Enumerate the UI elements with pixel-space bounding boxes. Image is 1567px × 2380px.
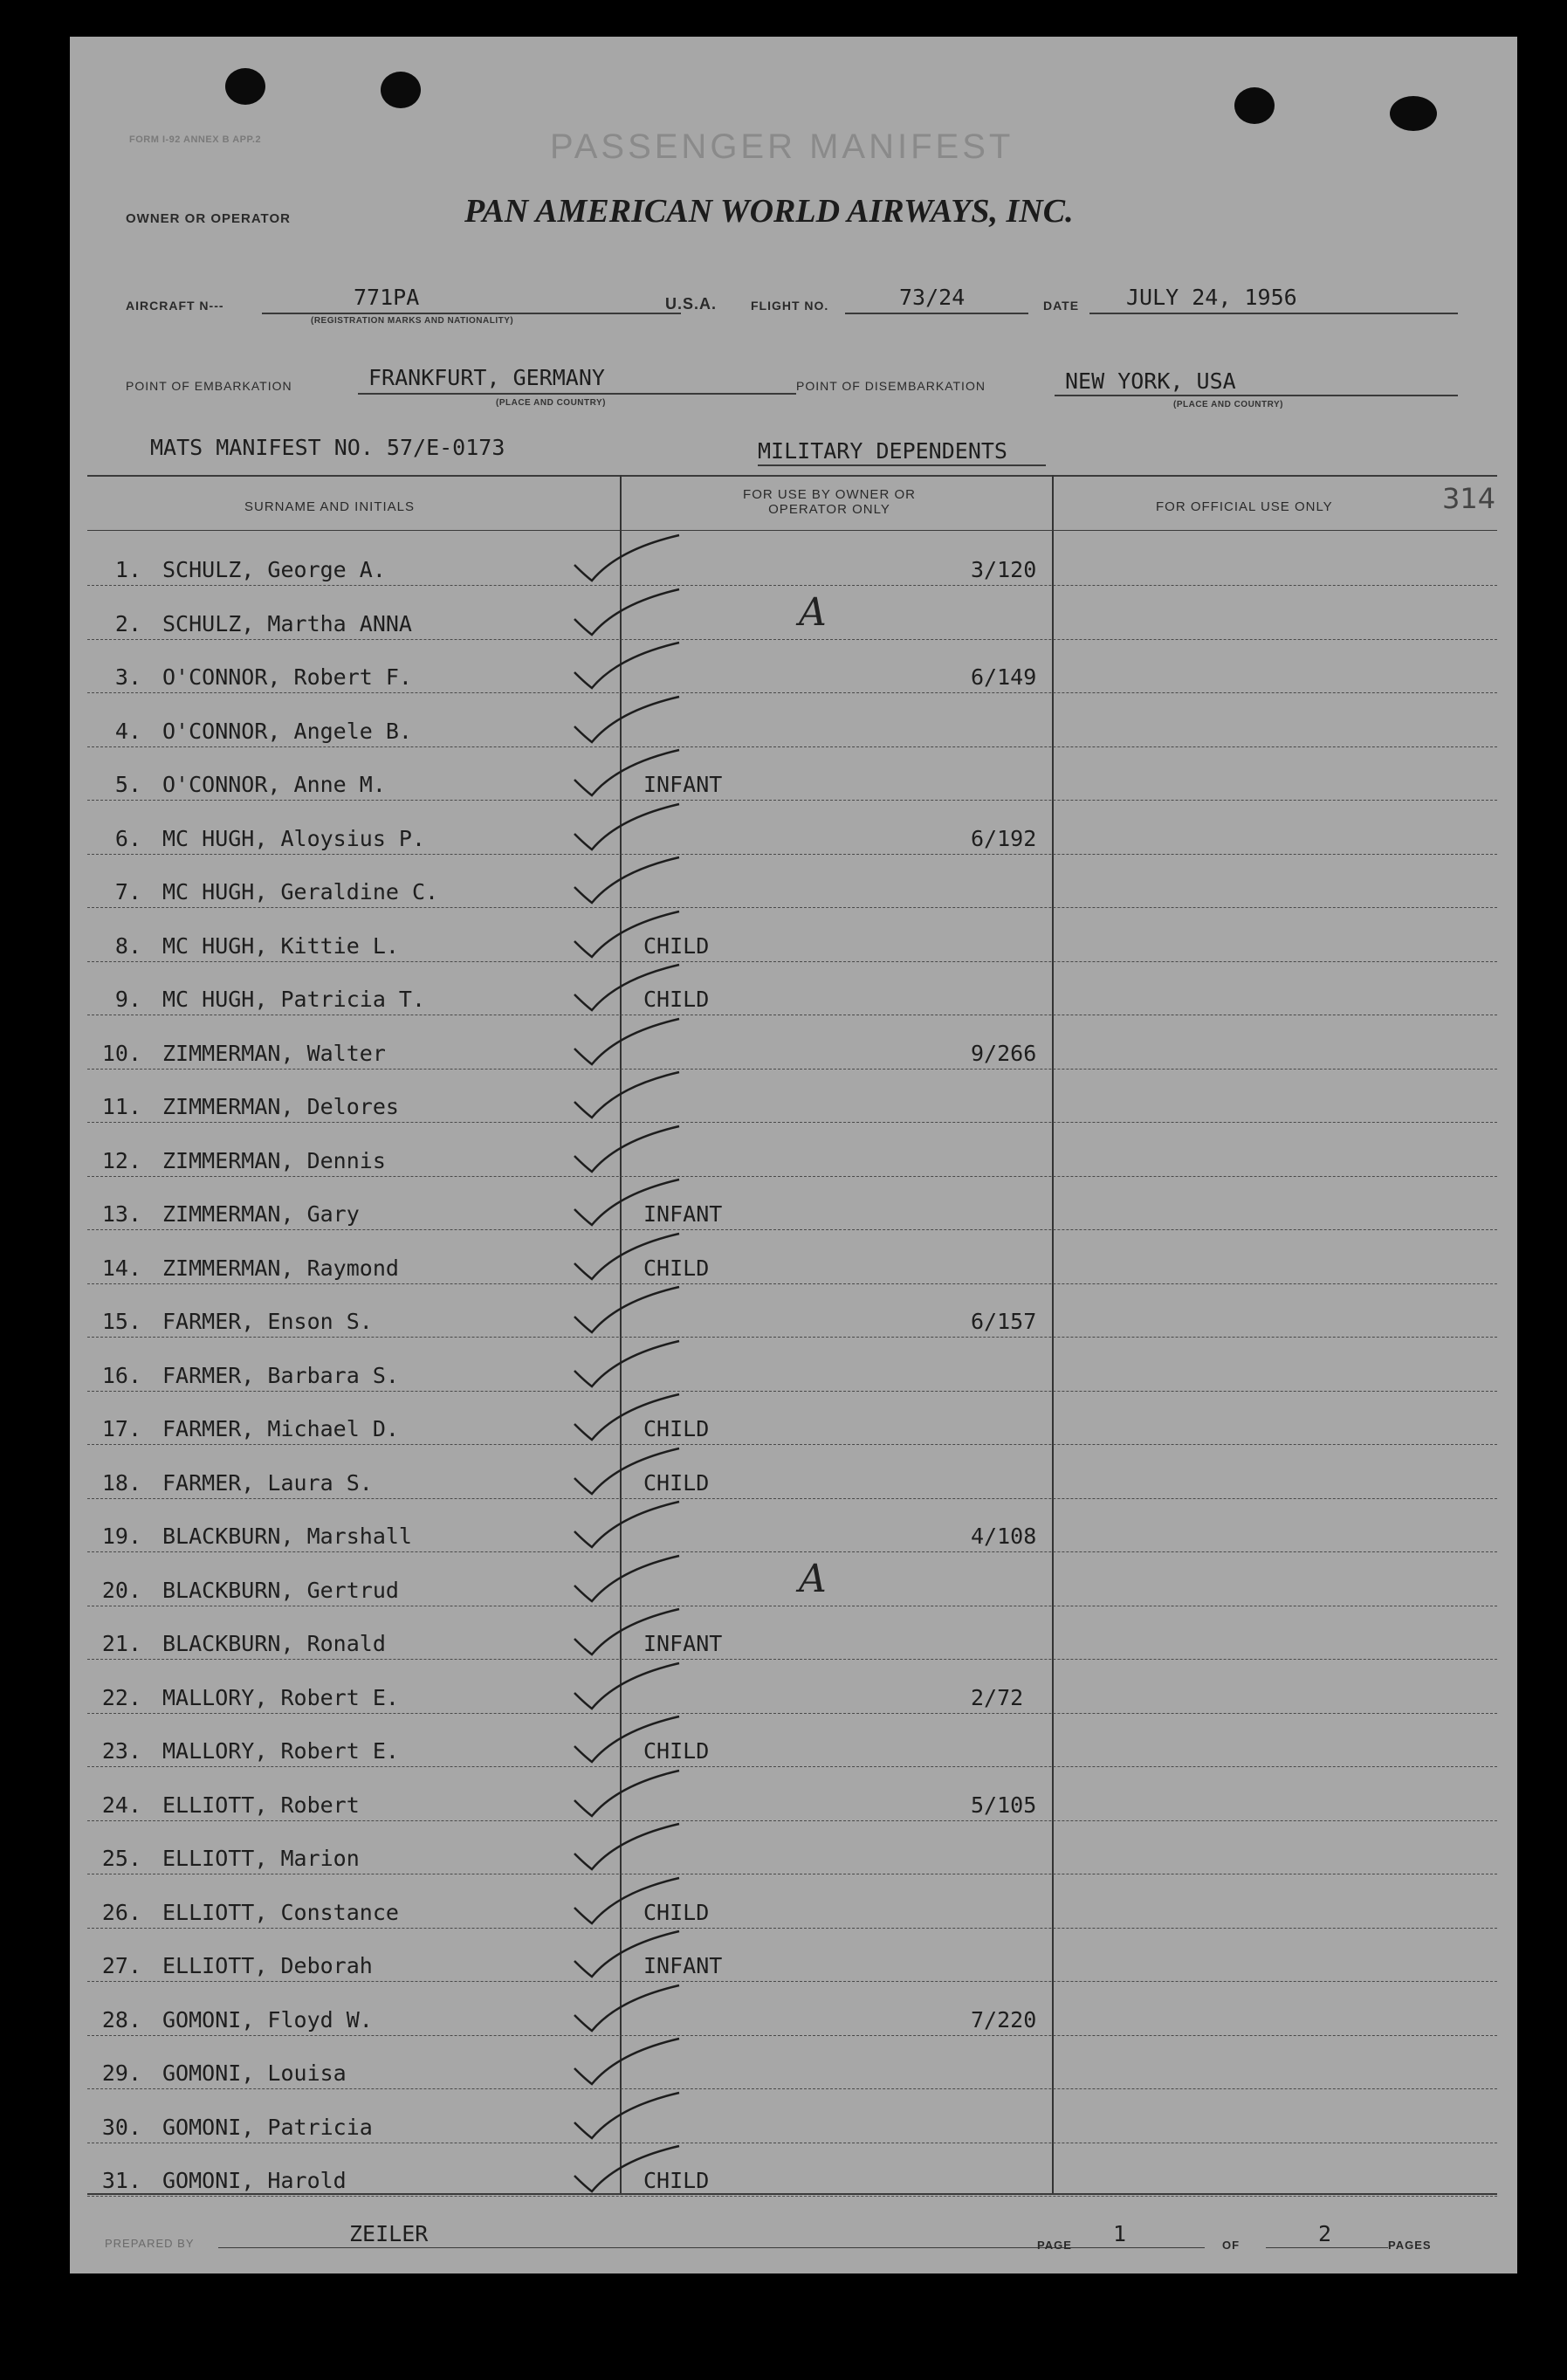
embark-label: POINT OF EMBARKATION bbox=[126, 379, 292, 393]
passenger-name: ZIMMERMAN, Walter bbox=[162, 1040, 386, 1066]
table-row bbox=[87, 2036, 1497, 2089]
check-mark-icon bbox=[566, 693, 688, 747]
column-header-official-use: FOR OFFICIAL USE ONLY bbox=[1156, 499, 1333, 514]
check-mark-icon bbox=[566, 1660, 688, 1714]
passenger-reference: 7/220 bbox=[971, 2006, 1037, 2033]
row-number: 8. bbox=[114, 932, 141, 959]
passenger-category: CHILD bbox=[643, 2168, 710, 2193]
row-number: 25. bbox=[101, 1846, 141, 1871]
prepared-by-value: ZEILER bbox=[349, 2221, 429, 2246]
row-number: 22. bbox=[101, 1684, 141, 1710]
check-mark-icon bbox=[566, 1230, 688, 1284]
check-mark-icon bbox=[566, 801, 688, 855]
table-row bbox=[87, 1768, 1497, 1821]
row-number: 24. bbox=[101, 1792, 141, 1818]
row-number: 3. bbox=[114, 664, 141, 690]
check-mark-icon bbox=[566, 1498, 688, 1552]
flight-label: FLIGHT NO. bbox=[751, 299, 829, 313]
table-row bbox=[87, 1929, 1497, 1982]
row-number: 4. bbox=[114, 718, 141, 744]
place-caption: (PLACE AND COUNTRY) bbox=[1173, 400, 1283, 409]
punch-hole bbox=[1234, 87, 1275, 124]
check-mark-icon bbox=[566, 532, 688, 586]
row-number: 15. bbox=[101, 1309, 141, 1334]
page-reference: 314 bbox=[1442, 482, 1496, 515]
check-mark-icon bbox=[566, 1123, 688, 1177]
passenger-name: FARMER, Enson S. bbox=[162, 1309, 373, 1334]
row-number: 31. bbox=[101, 2168, 141, 2193]
passenger-category: INFANT bbox=[643, 1631, 723, 1656]
passenger-reference: 2/72 bbox=[971, 1684, 1024, 1710]
table-row bbox=[87, 1284, 1497, 1338]
check-mark-icon bbox=[566, 1015, 688, 1070]
passenger-name: MALLORY, Robert E. bbox=[162, 1738, 399, 1764]
passenger-name: ELLIOTT, Robert bbox=[162, 1792, 360, 1818]
passenger-name: MALLORY, Robert E. bbox=[162, 1684, 399, 1710]
passenger-category: INFANT bbox=[643, 1953, 723, 1978]
row-number: 16. bbox=[101, 1362, 141, 1388]
flight-value: 73/24 bbox=[899, 285, 966, 310]
date-label: DATE bbox=[1043, 299, 1080, 313]
row-number: 9. bbox=[114, 987, 141, 1012]
passenger-category: CHILD bbox=[643, 1738, 710, 1764]
check-mark-icon bbox=[566, 1069, 688, 1123]
place-caption: (PLACE AND COUNTRY) bbox=[496, 398, 606, 408]
passenger-name: GOMONI, Louisa bbox=[162, 2060, 347, 2086]
table-row bbox=[87, 1983, 1497, 2036]
row-number: 29. bbox=[101, 2060, 141, 2086]
check-mark-icon bbox=[566, 1874, 688, 1929]
handwritten-mark: A bbox=[799, 1556, 827, 1601]
column-header-owner-use: FOR USE BY OWNER OR OPERATOR ONLY bbox=[743, 487, 916, 517]
manifest-category: MILITARY DEPENDENTS bbox=[758, 438, 1007, 464]
column-header-surname: SURNAME AND INITIALS bbox=[244, 499, 416, 514]
registration-caption: (REGISTRATION MARKS AND NATIONALITY) bbox=[311, 316, 514, 326]
row-number: 14. bbox=[101, 1255, 141, 1281]
row-number: 30. bbox=[101, 2114, 141, 2140]
carrier-name: PAN AMERICAN WORLD AIRWAYS, INC. bbox=[464, 193, 1074, 230]
row-number: 28. bbox=[101, 2006, 141, 2033]
check-mark-icon bbox=[566, 1982, 688, 2036]
row-number: 13. bbox=[101, 1201, 141, 1227]
passenger-name: MC HUGH, Kittie L. bbox=[162, 932, 399, 959]
form-number: FORM I-92 ANNEX B APP.2 bbox=[129, 134, 262, 145]
row-number: 26. bbox=[101, 1899, 141, 1925]
passenger-name: MC HUGH, Aloysius P. bbox=[162, 825, 426, 851]
passenger-name: O'CONNOR, Angele B. bbox=[162, 718, 412, 744]
row-number: 20. bbox=[101, 1577, 141, 1603]
row-number: 7. bbox=[114, 879, 141, 905]
check-mark-icon bbox=[566, 1820, 688, 1874]
handwritten-mark: A bbox=[799, 589, 827, 635]
check-mark-icon bbox=[566, 639, 688, 693]
passenger-category: CHILD bbox=[643, 987, 710, 1012]
passenger-name: ELLIOTT, Constance bbox=[162, 1899, 399, 1925]
check-mark-icon bbox=[566, 1552, 688, 1606]
passenger-name: BLACKBURN, Ronald bbox=[162, 1631, 386, 1656]
table-row bbox=[87, 1446, 1497, 1499]
passenger-category: INFANT bbox=[643, 772, 723, 797]
table-row bbox=[87, 1606, 1497, 1660]
passenger-reference: 9/266 bbox=[971, 1040, 1037, 1066]
check-mark-icon bbox=[566, 1713, 688, 1767]
passenger-name: GOMONI, Harold bbox=[162, 2168, 347, 2193]
aircraft-label: AIRCRAFT N--- bbox=[126, 299, 224, 313]
table-row bbox=[87, 1231, 1497, 1284]
row-number: 10. bbox=[101, 1040, 141, 1066]
passenger-name: MC HUGH, Patricia T. bbox=[162, 987, 426, 1012]
pages-label: PAGES bbox=[1388, 2239, 1432, 2252]
passenger-name: ZIMMERMAN, Raymond bbox=[162, 1255, 399, 1281]
check-mark-icon bbox=[566, 1391, 688, 1445]
check-mark-icon bbox=[566, 2035, 688, 2089]
passenger-name: ELLIOTT, Marion bbox=[162, 1846, 360, 1871]
table-row bbox=[87, 1177, 1497, 1230]
passenger-name: ZIMMERMAN, Dennis bbox=[162, 1147, 386, 1173]
date-value: JULY 24, 1956 bbox=[1126, 285, 1297, 310]
passenger-name: FARMER, Michael D. bbox=[162, 1416, 399, 1441]
owner-label: OWNER OR OPERATOR bbox=[126, 211, 291, 226]
table-row bbox=[87, 1499, 1497, 1552]
row-number: 12. bbox=[101, 1147, 141, 1173]
passenger-name: SCHULZ, Martha ANNA bbox=[162, 610, 412, 636]
embark-value: FRANKFURT, GERMANY bbox=[368, 365, 605, 390]
table-row bbox=[87, 1338, 1497, 1392]
table-row bbox=[87, 1661, 1497, 1714]
table-row bbox=[87, 1714, 1497, 1767]
row-number: 11. bbox=[101, 1094, 141, 1119]
passenger-name: GOMONI, Floyd W. bbox=[162, 2006, 373, 2033]
check-mark-icon bbox=[566, 1338, 688, 1392]
punch-hole bbox=[1390, 96, 1437, 131]
passenger-name: FARMER, Barbara S. bbox=[162, 1362, 399, 1388]
table-row bbox=[87, 1070, 1497, 1123]
row-number: 19. bbox=[101, 1524, 141, 1549]
passenger-reference: 4/108 bbox=[971, 1524, 1037, 1549]
table-row bbox=[87, 694, 1497, 747]
check-mark-icon bbox=[566, 1606, 688, 1660]
check-mark-icon bbox=[566, 746, 688, 801]
table-row bbox=[87, 533, 1497, 586]
check-mark-icon bbox=[566, 1445, 688, 1499]
row-number: 18. bbox=[101, 1469, 141, 1496]
passenger-reference: 3/120 bbox=[971, 557, 1037, 582]
passenger-category: INFANT bbox=[643, 1201, 723, 1227]
passenger-reference: 6/149 bbox=[971, 664, 1037, 690]
table-row bbox=[87, 801, 1497, 855]
passenger-name: SCHULZ, George A. bbox=[162, 557, 386, 582]
check-mark-icon bbox=[566, 586, 688, 640]
aircraft-value: 771PA bbox=[354, 285, 420, 310]
check-mark-icon bbox=[566, 1928, 688, 1982]
table-row bbox=[87, 909, 1497, 962]
check-mark-icon bbox=[566, 2143, 688, 2197]
passenger-name: O'CONNOR, Robert F. bbox=[162, 664, 412, 690]
row-number: 6. bbox=[114, 825, 141, 851]
check-mark-icon bbox=[566, 961, 688, 1015]
table-row bbox=[87, 855, 1497, 908]
row-number: 2. bbox=[114, 610, 141, 636]
table-row bbox=[87, 1821, 1497, 1874]
prepared-by-label: PREPARED BY bbox=[105, 2237, 195, 2250]
row-number: 1. bbox=[114, 557, 141, 582]
usa-label: U.S.A. bbox=[665, 295, 718, 313]
table-row bbox=[87, 2090, 1497, 2143]
passenger-name: ZIMMERMAN, Delores bbox=[162, 1094, 399, 1119]
check-mark-icon bbox=[566, 1283, 688, 1338]
punch-hole bbox=[381, 72, 421, 108]
page-number: 1 bbox=[1113, 2221, 1127, 2246]
table-row bbox=[87, 1392, 1497, 1445]
mats-manifest-number: MATS MANIFEST NO. 57/E-0173 bbox=[150, 435, 505, 460]
row-number: 27. bbox=[101, 1953, 141, 1978]
passenger-name: BLACKBURN, Gertrud bbox=[162, 1577, 399, 1603]
table-row bbox=[87, 640, 1497, 693]
passenger-category: CHILD bbox=[643, 1255, 710, 1281]
passenger-name: MC HUGH, Geraldine C. bbox=[162, 879, 439, 905]
row-number: 17. bbox=[101, 1416, 141, 1441]
disembark-label: POINT OF DISEMBARKATION bbox=[796, 379, 986, 393]
table-row bbox=[87, 587, 1497, 640]
passenger-category: CHILD bbox=[643, 1469, 710, 1496]
table-row bbox=[87, 1875, 1497, 1929]
table-row bbox=[87, 747, 1497, 801]
table-row bbox=[87, 1124, 1497, 1177]
passenger-category: CHILD bbox=[643, 1899, 710, 1925]
check-mark-icon bbox=[566, 1176, 688, 1230]
passenger-name: ZIMMERMAN, Gary bbox=[162, 1201, 360, 1227]
row-number: 23. bbox=[101, 1738, 141, 1764]
total-pages: 2 bbox=[1318, 2221, 1332, 2246]
check-mark-icon bbox=[566, 1767, 688, 1821]
passenger-name: ELLIOTT, Deborah bbox=[162, 1953, 373, 1978]
manifest-sheet bbox=[70, 37, 1517, 2273]
of-label: OF bbox=[1222, 2239, 1241, 2252]
passenger-name: O'CONNOR, Anne M. bbox=[162, 772, 386, 797]
check-mark-icon bbox=[566, 854, 688, 908]
check-mark-icon bbox=[566, 908, 688, 962]
table-row bbox=[87, 962, 1497, 1015]
disembark-value: NEW YORK, USA bbox=[1065, 368, 1236, 394]
row-number: 21. bbox=[101, 1631, 141, 1656]
punch-hole bbox=[225, 68, 265, 105]
passenger-reference: 5/105 bbox=[971, 1792, 1037, 1818]
passenger-category: CHILD bbox=[643, 932, 710, 959]
manifest-title: PASSENGER MANIFEST bbox=[550, 127, 1014, 166]
passenger-name: GOMONI, Patricia bbox=[162, 2114, 373, 2140]
passenger-name: FARMER, Laura S. bbox=[162, 1469, 373, 1496]
row-number: 5. bbox=[114, 772, 141, 797]
passenger-name: BLACKBURN, Marshall bbox=[162, 1524, 412, 1549]
passenger-reference: 6/157 bbox=[971, 1309, 1037, 1334]
passenger-reference: 6/192 bbox=[971, 825, 1037, 851]
table-row bbox=[87, 1016, 1497, 1070]
table-row bbox=[87, 2143, 1497, 2197]
check-mark-icon bbox=[566, 2089, 688, 2143]
table-row bbox=[87, 1553, 1497, 1606]
page-label: PAGE bbox=[1037, 2239, 1072, 2252]
passenger-category: CHILD bbox=[643, 1416, 710, 1441]
